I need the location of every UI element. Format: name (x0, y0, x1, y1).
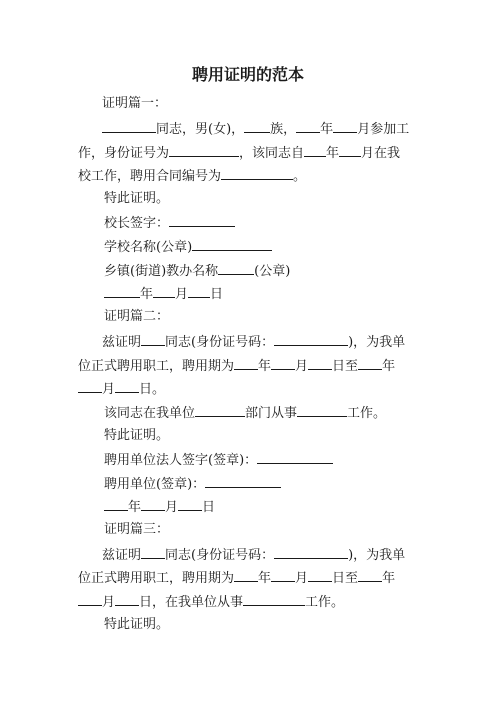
blank-name (102, 120, 156, 133)
blank-year (104, 498, 128, 511)
blank-township (218, 262, 254, 275)
blank-month (333, 120, 357, 133)
blank-name (141, 546, 165, 559)
blank-contract-number (221, 167, 293, 180)
blank-year (304, 144, 326, 157)
blank-day (115, 593, 139, 606)
blank-day (115, 380, 139, 393)
blank-year (296, 120, 320, 133)
section1-para-line3: 校工作，聘用合同编号为 。 (78, 169, 307, 184)
blank-id-number (274, 546, 348, 559)
blank-work (297, 404, 347, 417)
section1-township: 乡镇(街道)教办名称 (公章) (104, 264, 291, 279)
section1-para-line2: 作，身份证号为 ，该同志自 年 月在我 (78, 146, 401, 161)
section2-special: 特此证明。 (104, 428, 170, 443)
blank-school (192, 238, 272, 251)
blank-month (78, 380, 102, 393)
section3-special: 特此证明。 (104, 617, 170, 632)
blank-month (339, 144, 361, 157)
blank-day (188, 285, 210, 298)
section1-heading: 证明篇一： (102, 96, 168, 111)
section3-para-line2: 位正式聘用职工，聘用期为 年 月 日至 年 (78, 571, 396, 586)
section2-legal-rep-sign: 聘用单位法人签字(签章)： (104, 451, 333, 469)
blank-year (234, 569, 258, 582)
blank-name (141, 333, 165, 346)
blank-month (141, 498, 165, 511)
blank-ethnicity (244, 120, 270, 133)
section2-unit-sign: 聘用单位(签章)： (104, 475, 281, 493)
section1-para-line1: 同志，男(女)， 族， 年 月参加工 (102, 120, 409, 138)
blank-day (178, 498, 202, 511)
section1-school-name: 学校名称(公章) (104, 238, 272, 256)
document-title: 聘用证明的范本 (191, 65, 304, 84)
section2-para-line3: 月 日。 (78, 380, 165, 398)
blank-month (271, 357, 295, 370)
blank-day (308, 357, 332, 370)
blank-signature (169, 214, 235, 227)
section3-heading: 证明篇三： (104, 522, 170, 537)
section3-para-line3: 月 日，在我单位从事 工作。 (78, 593, 344, 611)
blank-id-number (274, 333, 348, 346)
section2-date: 年 月 日 (104, 498, 215, 516)
section1-principal-sign: 校长签字： (104, 214, 235, 232)
section2-para-line1: 兹证明 同志(身份证号码： )，为我单 (102, 335, 406, 350)
blank-year (234, 357, 258, 370)
blank-month (78, 593, 102, 606)
section3-para-line1: 兹证明 同志(身份证号码： )，为我单 (102, 548, 406, 563)
blank-month (271, 569, 295, 582)
section2-heading: 证明篇二： (104, 309, 170, 324)
blank-month (153, 285, 175, 298)
section2-para-line2: 位正式聘用职工，聘用期为 年 月 日至 年 (78, 359, 396, 374)
blank-day (308, 569, 332, 582)
section1-date: 年 月 日 (104, 285, 223, 303)
blank-signature (257, 451, 333, 464)
section1-special: 特此证明。 (104, 191, 170, 206)
blank-year (358, 357, 382, 370)
blank-year (104, 285, 140, 298)
blank-unit (205, 475, 281, 488)
blank-work (243, 593, 305, 606)
blank-id-number (169, 144, 239, 157)
blank-department (195, 404, 245, 417)
blank-year (358, 569, 382, 582)
section2-para2: 该同志在我单位 部门从事 工作。 (104, 406, 387, 421)
